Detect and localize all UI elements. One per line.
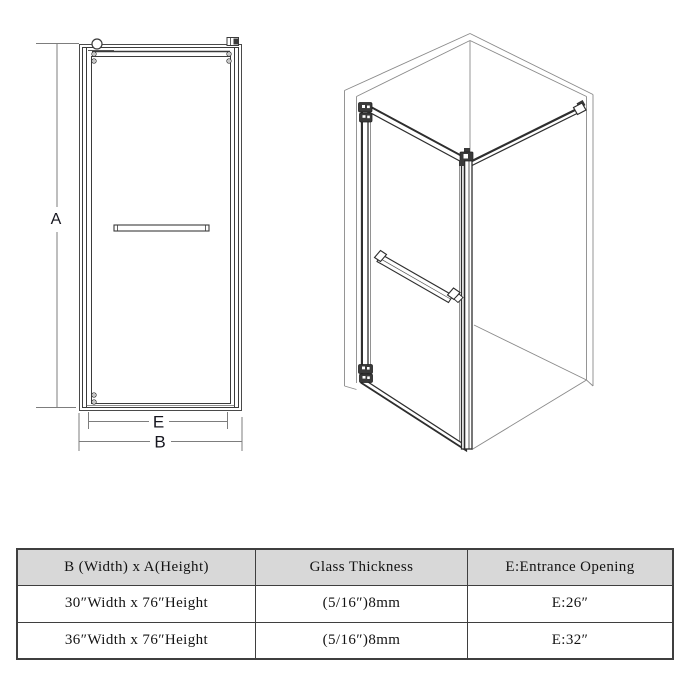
iso-view xyxy=(345,34,594,452)
spec-table-row xyxy=(17,585,673,622)
spec-table-cell: E:26″ xyxy=(468,585,674,622)
door-top-rail xyxy=(368,105,464,163)
support-bar-bracket xyxy=(574,101,587,115)
dim-label-b: B xyxy=(154,432,166,452)
spec-table-cell: E:32″ xyxy=(468,622,674,659)
dim-label-a: A xyxy=(50,211,62,228)
hinge-hardware-top xyxy=(359,103,373,123)
dim-label-e: E xyxy=(152,412,165,432)
support-bar xyxy=(472,109,577,166)
hinge-hardware-bottom xyxy=(359,365,373,383)
door-bottom-rail xyxy=(361,378,467,452)
spec-table-cell: (5/16″)8mm xyxy=(256,585,468,622)
front-view xyxy=(36,38,242,452)
spec-table-header-cell: E:Entrance Opening xyxy=(468,549,674,585)
top-right-bracket xyxy=(227,38,239,46)
towel-bar-iso xyxy=(375,251,464,303)
spec-table xyxy=(16,548,674,660)
spec-table-row xyxy=(17,622,673,659)
towel-bar-front xyxy=(114,225,209,231)
hinge-profile xyxy=(362,105,369,381)
spec-table-cell: 36″Width x 76″Height xyxy=(17,622,256,659)
spec-table-header-cell: Glass Thickness xyxy=(256,549,468,585)
spec-table-header-cell: B (Width) x A(Height) xyxy=(17,549,256,585)
spec-table-cell: (5/16″)8mm xyxy=(256,622,468,659)
spec-table-header-row xyxy=(17,549,673,585)
corner-post xyxy=(462,158,473,450)
spec-table-cell: 30″Width x 76″Height xyxy=(17,585,256,622)
